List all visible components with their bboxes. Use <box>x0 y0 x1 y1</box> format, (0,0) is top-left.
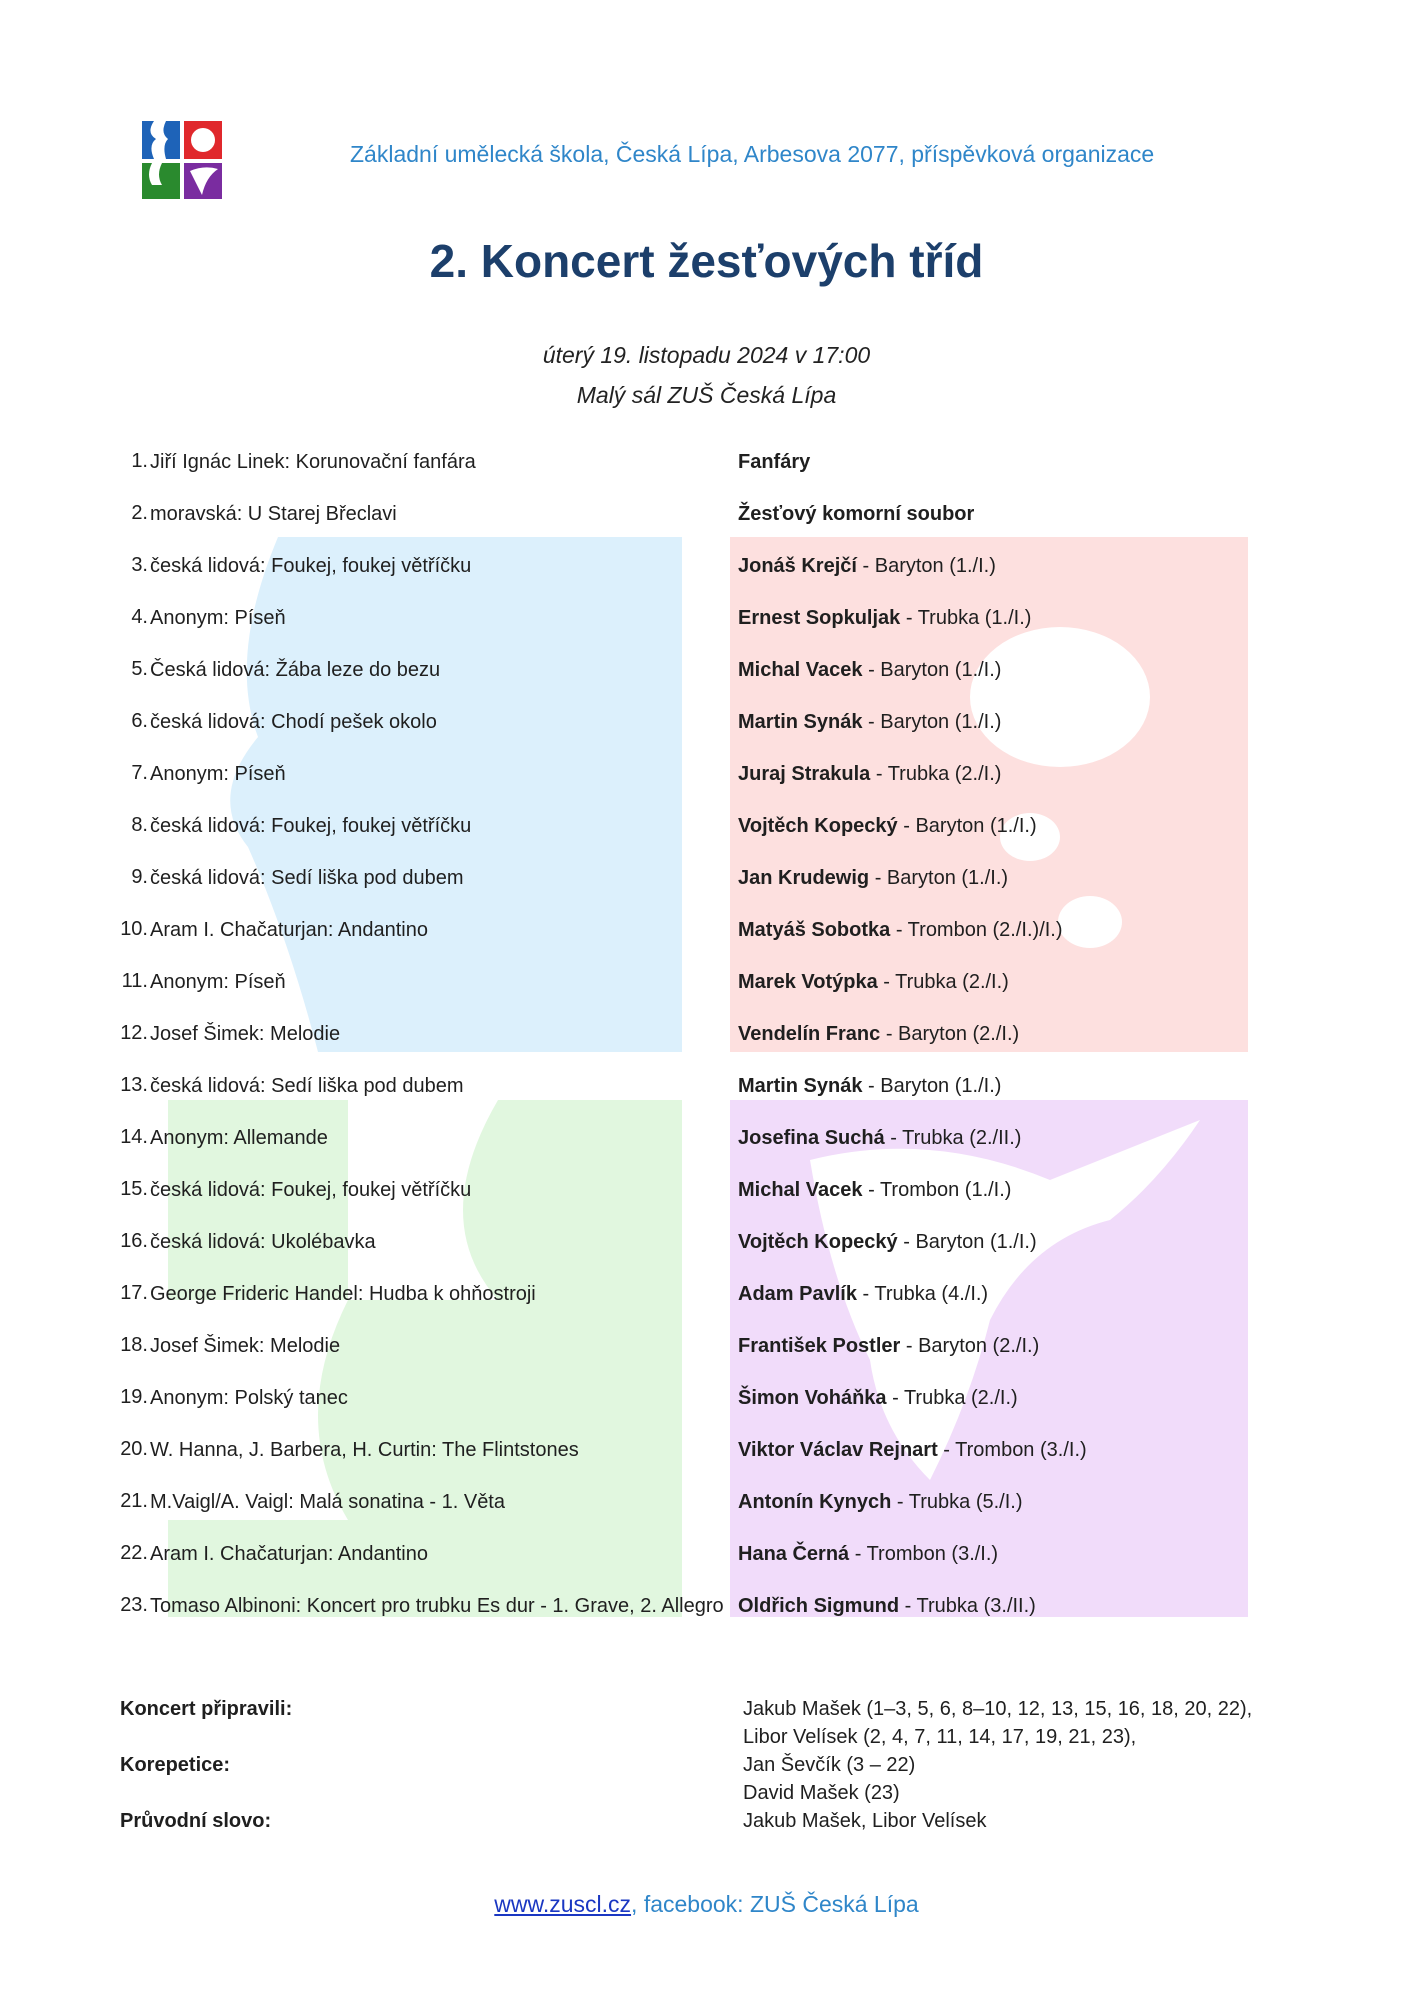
performer-name: Juraj Strakula <box>738 763 871 785</box>
program-item-piece: Anonym: Polský tanec <box>150 1387 348 1409</box>
school-logo <box>140 119 224 201</box>
performer-name: Oldřich Sigmund <box>738 1595 900 1617</box>
program-item-piece: česká lidová: Foukej, foukej větříčku <box>150 815 472 837</box>
program-item-piece: česká lidová: Sedí liška pod dubem <box>150 1075 464 1097</box>
event-date: úterý 19. listopadu 2024 v 17:00 <box>542 342 871 368</box>
performer-instrument: - Trubka (4./I.) <box>856 1283 989 1305</box>
program-item-piece: Česká lidová: Žába leze do bezu <box>150 659 441 681</box>
program-item-performer <box>738 970 1009 1022</box>
program-item-number: 3. <box>131 554 148 576</box>
performer-name: Matyáš Sobotka <box>738 919 891 941</box>
performer-name: Adam Pavlík <box>738 1283 857 1305</box>
program-item <box>112 1542 1312 1594</box>
program-item-piece: Josef Šimek: Melodie <box>150 1023 341 1045</box>
performer-name: Viktor Václav Rejnart <box>738 1439 938 1461</box>
program-item-number: 14. <box>120 1126 148 1148</box>
program-item-performer <box>738 450 810 502</box>
program-item-performer <box>738 502 974 554</box>
program-item-number: 10. <box>120 918 148 940</box>
program-item <box>112 554 1312 606</box>
program-item-number: 8. <box>131 814 148 836</box>
program-item <box>112 1438 1312 1490</box>
page-title: 2. Koncert žesťových tříd <box>429 235 984 287</box>
program-item-performer <box>738 866 1008 918</box>
program-item-piece: George Frideric Handel: Hudba k ohňostroji <box>150 1283 536 1305</box>
program-item-number: 23. <box>120 1594 148 1616</box>
performer-instrument: - Trubka (2./I.) <box>877 971 1009 993</box>
performer-instrument: - Baryton (1./I.) <box>897 1231 1037 1253</box>
credits-prepared-line-1: Jakub Mašek (1–3, 5, 6, 8–10, 12, 13, 15, 16, 18, 20, 22), <box>743 1698 1253 1720</box>
credits-prepared-line-2: Libor Velísek (2, 4, 7, 11, 14, 17, 19, 21, 23), <box>743 1726 1137 1748</box>
performer-name: Žesťový komorní soubor <box>738 503 975 525</box>
program-item <box>112 1490 1312 1542</box>
program-item-number: 1. <box>131 450 148 472</box>
performer-instrument: - Trombon (1./I.) <box>862 1179 1012 1201</box>
performer-name: František Postler <box>738 1335 901 1357</box>
program-item <box>112 1334 1312 1386</box>
program-item-piece: Jiří Ignác Linek: Korunovační fanfára <box>150 451 476 473</box>
program-item-piece: česká lidová: Foukej, foukej větříčku <box>150 555 472 577</box>
performer-instrument: - Trombon (3./I.) <box>937 1439 1087 1461</box>
performer-instrument: - Baryton (1./I.) <box>869 867 1009 889</box>
program-item-performer <box>738 710 1001 762</box>
program-item-number: 5. <box>131 658 148 680</box>
program-item <box>112 1230 1312 1282</box>
program-item-number: 19. <box>120 1386 148 1408</box>
program-item <box>112 970 1312 1022</box>
program-item-number: 16. <box>120 1230 148 1252</box>
program-item-performer <box>738 606 1031 658</box>
program-item <box>112 1126 1312 1178</box>
performer-name: Vendelín Franc <box>738 1023 881 1045</box>
program-item-number: 9. <box>131 866 148 888</box>
program-item-piece: Josef Šimek: Melodie <box>150 1335 341 1357</box>
performer-name: Vojtěch Kopecký <box>738 815 898 837</box>
program-item <box>112 502 1312 554</box>
performer-instrument: - Baryton (1./I.) <box>897 815 1037 837</box>
credits-accompaniment-label: Korepetice: <box>120 1754 231 1776</box>
program-item-performer <box>738 1074 1001 1126</box>
school-name: Základní umělecká škola, Česká Lípa, Arbesova 2077, příspěvková organizace <box>350 141 1155 167</box>
program-item-performer <box>738 1386 1018 1438</box>
performer-name: Michal Vacek <box>738 1179 863 1201</box>
performer-name: Ernest Sopkuljak <box>738 607 901 629</box>
performer-name: Marek Votýpka <box>738 971 878 993</box>
program-item-piece: M.Vaigl/A. Vaigl: Malá sonatina - 1. Věta <box>150 1491 505 1513</box>
performer-name: Hana Černá <box>738 1543 850 1565</box>
program-item <box>112 1178 1312 1230</box>
performer-name: Jonáš Krejčí <box>738 555 857 577</box>
program-item-number: 17. <box>120 1282 148 1304</box>
program-item <box>112 1074 1312 1126</box>
performer-name: Michal Vacek <box>738 659 863 681</box>
program-item <box>112 658 1312 710</box>
program-item-number: 11. <box>121 970 148 992</box>
performer-instrument: - Trubka (2./II.) <box>884 1127 1022 1149</box>
program-item-performer <box>738 1022 1019 1074</box>
program-item-piece: Anonym: Allemande <box>150 1127 328 1149</box>
performer-name: Jan Krudewig <box>738 867 870 889</box>
credits-commentary-line-1: Jakub Mašek, Libor Velísek <box>743 1810 987 1832</box>
program-item-performer <box>738 1438 1087 1490</box>
program-item <box>112 866 1312 918</box>
program-item-number: 21. <box>120 1490 148 1512</box>
program-item-performer <box>738 1334 1039 1386</box>
performer-instrument: - Trubka (1./I.) <box>900 607 1032 629</box>
performer-instrument: - Baryton (1./I.) <box>862 1075 1002 1097</box>
program-item-performer <box>738 658 1001 710</box>
program-item-performer <box>738 1230 1037 1282</box>
program-item <box>112 1386 1312 1438</box>
program-item <box>112 1594 1312 1668</box>
program-item <box>112 1282 1312 1334</box>
program-item-piece: Anonym: Píseň <box>150 607 286 629</box>
program-item-performer <box>738 1178 1011 1230</box>
footer-facebook-text: , facebook: ZUŠ Česká Lípa <box>631 1891 919 1917</box>
program-item-number: 6. <box>131 710 148 732</box>
credits-prepared-label: Koncert připravili: <box>120 1698 293 1720</box>
program-item-performer <box>738 1490 1023 1542</box>
program-item-performer <box>738 918 1063 970</box>
performer-instrument: - Trombon (3./I.) <box>849 1543 999 1565</box>
program-item-piece: česká lidová: Ukolébavka <box>150 1231 376 1253</box>
performer-instrument: - Trombon (2./I.)/I.) <box>890 919 1063 941</box>
performer-name: Fanfáry <box>738 451 811 473</box>
program-item-number: 15. <box>120 1178 148 1200</box>
program-item <box>112 814 1312 866</box>
performer-name: Martin Synák <box>738 711 863 733</box>
performer-instrument: - Baryton (1./I.) <box>856 555 996 577</box>
program-item <box>112 1022 1312 1074</box>
program-item <box>112 762 1312 814</box>
program-item-number: 13. <box>120 1074 148 1096</box>
performer-instrument: - Baryton (2./I.) <box>880 1023 1020 1045</box>
program-item <box>112 918 1312 970</box>
program-item-piece: Anonym: Píseň <box>150 971 286 993</box>
website-link[interactable]: www.zuscl.cz <box>494 1891 632 1917</box>
program-item-performer <box>738 1126 1021 1178</box>
credits-accompaniment-line-2: David Mašek (23) <box>743 1782 900 1804</box>
performer-name: Vojtěch Kopecký <box>738 1231 898 1253</box>
program-item-performer <box>738 1542 998 1594</box>
program-item-number: 20. <box>120 1438 148 1460</box>
program-item-piece: česká lidová: Sedí liška pod dubem <box>150 867 464 889</box>
credits-commentary-label: Průvodní slovo: <box>120 1810 272 1832</box>
footer <box>0 1891 1413 1918</box>
program-list <box>112 450 1312 1668</box>
credits-accompaniment-line-1: Jan Ševčík (3 – 22) <box>743 1754 916 1776</box>
program-item-performer <box>738 762 1001 814</box>
program-item-piece: Aram I. Chačaturjan: Andantino <box>150 1543 428 1565</box>
performer-instrument: - Baryton (1./I.) <box>862 659 1002 681</box>
performer-name: Antonín Kynych <box>738 1491 892 1513</box>
program-item-piece: W. Hanna, J. Barbera, H. Curtin: The Flintstones <box>150 1439 579 1461</box>
program-item-number: 2. <box>131 502 148 524</box>
performer-instrument: - Baryton (1./I.) <box>862 711 1002 733</box>
performer-name: Martin Synák <box>738 1075 863 1097</box>
program-item-piece: česká lidová: Foukej, foukej větříčku <box>150 1179 472 1201</box>
program-item <box>112 450 1312 502</box>
performer-name: Josefina Suchá <box>738 1127 885 1149</box>
logo-icon <box>140 119 224 201</box>
program-item-number: 18. <box>120 1334 148 1356</box>
performer-instrument: - Baryton (2./I.) <box>900 1335 1040 1357</box>
performer-instrument: - Trubka (2./I.) <box>886 1387 1018 1409</box>
program-item-number: 22. <box>120 1542 148 1564</box>
program-item <box>112 710 1312 762</box>
performer-instrument: - Trubka (2./I.) <box>870 763 1002 785</box>
program-item-number: 4. <box>131 606 148 628</box>
program-item-performer <box>738 554 996 606</box>
program-item-piece: Tomaso Albinoni: Koncert pro trubku Es dur - 1. Grave, 2. Allegro <box>150 1595 724 1617</box>
program-item-piece: Aram I. Chačaturjan: Andantino <box>150 919 428 941</box>
performer-instrument: - Trubka (5./I.) <box>891 1491 1023 1513</box>
event-venue: Malý sál ZUŠ Česká Lípa <box>576 382 837 408</box>
program-item <box>112 606 1312 658</box>
program-item-number: 12. <box>120 1022 148 1044</box>
program-item-piece: moravská: U Starej Břeclavi <box>150 503 397 525</box>
program-item-performer <box>738 814 1037 866</box>
program-item-piece: Anonym: Píseň <box>150 763 286 785</box>
program-item-piece: česká lidová: Chodí pešek okolo <box>150 711 437 733</box>
performer-name: Šimon Voháňka <box>738 1387 887 1409</box>
program-item-number: 7. <box>131 762 148 784</box>
program-item-performer <box>738 1282 988 1334</box>
program-item-performer <box>738 1594 1036 1668</box>
performer-instrument: - Trubka (3./II.) <box>899 1595 1036 1617</box>
